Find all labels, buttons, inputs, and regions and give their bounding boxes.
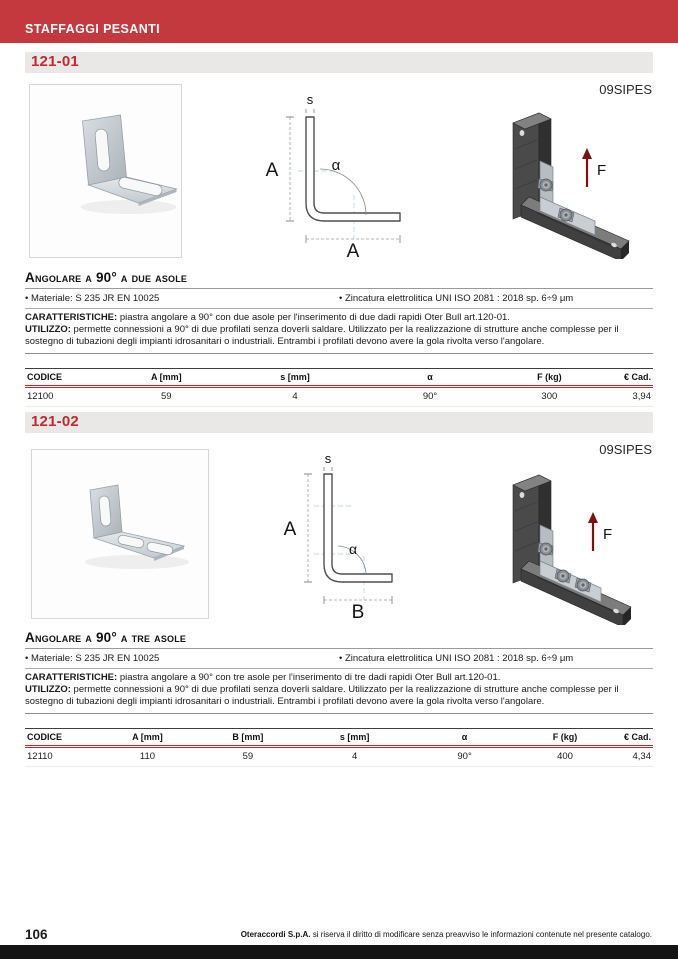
product-title: Angolare a 90° a due asole bbox=[25, 269, 653, 289]
caratteristiche-text: piastra angolare a 90° con due asole per l'inserimento di due dadi rapidi Oter Bull art.120-01. bbox=[117, 312, 510, 323]
disclaimer-company: Oteraccordi S.p.A. bbox=[240, 930, 311, 939]
table-cell: 59 bbox=[107, 386, 226, 406]
page-title: STAFFAGGI PESANTI bbox=[25, 22, 161, 36]
top-bar bbox=[0, 0, 678, 43]
section-band bbox=[25, 412, 653, 433]
column-header: F (kg) bbox=[537, 371, 562, 382]
caratteristiche-paragraph bbox=[25, 312, 653, 324]
utilizzo-label: UTILIZZO: bbox=[25, 323, 71, 335]
column-header: α bbox=[461, 731, 468, 742]
table-cell: 59 bbox=[195, 746, 302, 766]
table-cell: 12110 bbox=[25, 746, 100, 766]
media-row bbox=[25, 433, 653, 629]
dim-label-a-side: A bbox=[283, 519, 297, 540]
utilizzo-paragraph bbox=[25, 324, 653, 348]
column-header: A [mm] bbox=[150, 371, 182, 382]
table-cell: 12100 bbox=[25, 386, 107, 406]
utilizzo-text: permette connessioni a 90° di due profilati senza doverli saldare. Utilizzato per la realizzazione di strutture anche complesse per il sostegno di tubazioni degli impianti idrosanitari o industriali. Entrambi i profilati devono avere la gola rivolta verso l'angolare. bbox=[25, 683, 619, 707]
column-header: B [mm] bbox=[232, 731, 264, 742]
table-header-row bbox=[25, 368, 653, 386]
table-row bbox=[25, 386, 653, 406]
force-arrow-icon bbox=[588, 512, 598, 551]
table-cell: 110 bbox=[100, 746, 194, 766]
table-cell: 300 bbox=[496, 386, 603, 406]
product-title: Angolare a 90° a tre asole bbox=[25, 629, 653, 649]
brand-code: 09SIPES bbox=[599, 82, 652, 97]
column-header: CODICE bbox=[27, 731, 63, 742]
column-header: CODICE bbox=[27, 371, 63, 382]
column-header: α bbox=[427, 371, 433, 382]
table-cell: 4,34 bbox=[609, 746, 653, 766]
profile-outline bbox=[324, 474, 392, 582]
product-photo bbox=[31, 449, 209, 619]
product-section-121-02 bbox=[25, 412, 653, 767]
table-cell: 3,94 bbox=[603, 386, 653, 406]
column-header: F (kg) bbox=[552, 731, 578, 742]
disclaimer-text: si riserva il diritto di modificare senza preavviso le informazioni contenute nel presente catalogo. bbox=[310, 930, 652, 939]
bracket-photo-image bbox=[32, 450, 208, 618]
material-spec: • Materiale: S 235 JR EN 10025 bbox=[25, 293, 160, 304]
section-code: 121-01 bbox=[31, 53, 79, 70]
table-cell: 90° bbox=[364, 386, 496, 406]
caratteristiche-paragraph bbox=[25, 672, 653, 684]
caratteristiche-label: CARATTERISTICHE: bbox=[25, 312, 118, 323]
spec-table bbox=[25, 368, 653, 407]
caratteristiche-text: piastra angolare a 90° con tre asole per l'inserimento di tre dadi rapidi Oter Bull art.120-01. bbox=[117, 672, 501, 683]
dim-label-a-side: A bbox=[265, 160, 279, 181]
description bbox=[25, 669, 653, 714]
spec-table bbox=[25, 728, 653, 767]
table-cell: 400 bbox=[521, 746, 609, 766]
section-band bbox=[25, 52, 653, 73]
footer-disclaimer bbox=[241, 930, 652, 939]
technical-drawing bbox=[280, 454, 440, 622]
caratteristiche-label: CARATTERISTICHE: bbox=[25, 672, 118, 683]
column-header: s [mm] bbox=[339, 731, 370, 742]
dim-label-a-bottom: A bbox=[346, 241, 360, 259]
dim-label-s: s bbox=[324, 454, 332, 466]
material-spec: • Materiale: S 235 JR EN 10025 bbox=[25, 653, 160, 664]
column-header: € Cad. bbox=[623, 731, 651, 742]
coating-spec: • Zincatura elettrolitica UNI ISO 2081 : 2018 sp. 6÷9 μm bbox=[339, 293, 574, 304]
spec-bullets bbox=[25, 649, 653, 669]
bracket-photo-image bbox=[30, 85, 181, 257]
dim-label-alpha: α bbox=[331, 157, 341, 174]
product-section-121-01 bbox=[25, 52, 653, 407]
table-cell: 90° bbox=[408, 746, 521, 766]
table-cell: 4 bbox=[301, 746, 408, 766]
table-row bbox=[25, 746, 653, 766]
description bbox=[25, 309, 653, 354]
assembly-render bbox=[477, 459, 655, 625]
utilizzo-paragraph bbox=[25, 684, 653, 708]
column-header: € Cad. bbox=[623, 371, 651, 382]
coating-spec: • Zincatura elettrolitica UNI ISO 2081 : 2018 sp. 6÷9 μm bbox=[339, 653, 574, 664]
page-number: 106 bbox=[25, 927, 48, 942]
column-header: s [mm] bbox=[280, 371, 310, 382]
media-row bbox=[25, 73, 653, 269]
column-header: A [mm] bbox=[132, 731, 163, 742]
technical-drawing bbox=[262, 91, 422, 259]
utilizzo-text: permette connessioni a 90° di due profilati senza doverli saldare. Utilizzato per la realizzazione di strutture anche complesse per il sostegno di tubazioni degli impianti idrosanitari o industriali. Entrambi i profilati devono avere la gola rivolta verso l'angolare. bbox=[25, 323, 619, 347]
force-label: F bbox=[603, 526, 613, 543]
table-cell: 4 bbox=[226, 386, 364, 406]
assembly-render bbox=[477, 97, 655, 259]
product-photo bbox=[29, 84, 182, 258]
brand-code: 09SIPES bbox=[599, 442, 652, 457]
spec-bullets bbox=[25, 289, 653, 309]
dim-label-alpha: α bbox=[348, 541, 358, 557]
dim-label-b-bottom: B bbox=[351, 602, 365, 622]
utilizzo-label: UTILIZZO: bbox=[25, 683, 71, 695]
section-code: 121-02 bbox=[31, 413, 79, 430]
bottom-bar bbox=[0, 945, 678, 959]
table-header-row bbox=[25, 728, 653, 746]
force-arrow-icon bbox=[582, 148, 592, 187]
dim-label-s: s bbox=[306, 92, 314, 107]
force-label: F bbox=[597, 162, 607, 179]
